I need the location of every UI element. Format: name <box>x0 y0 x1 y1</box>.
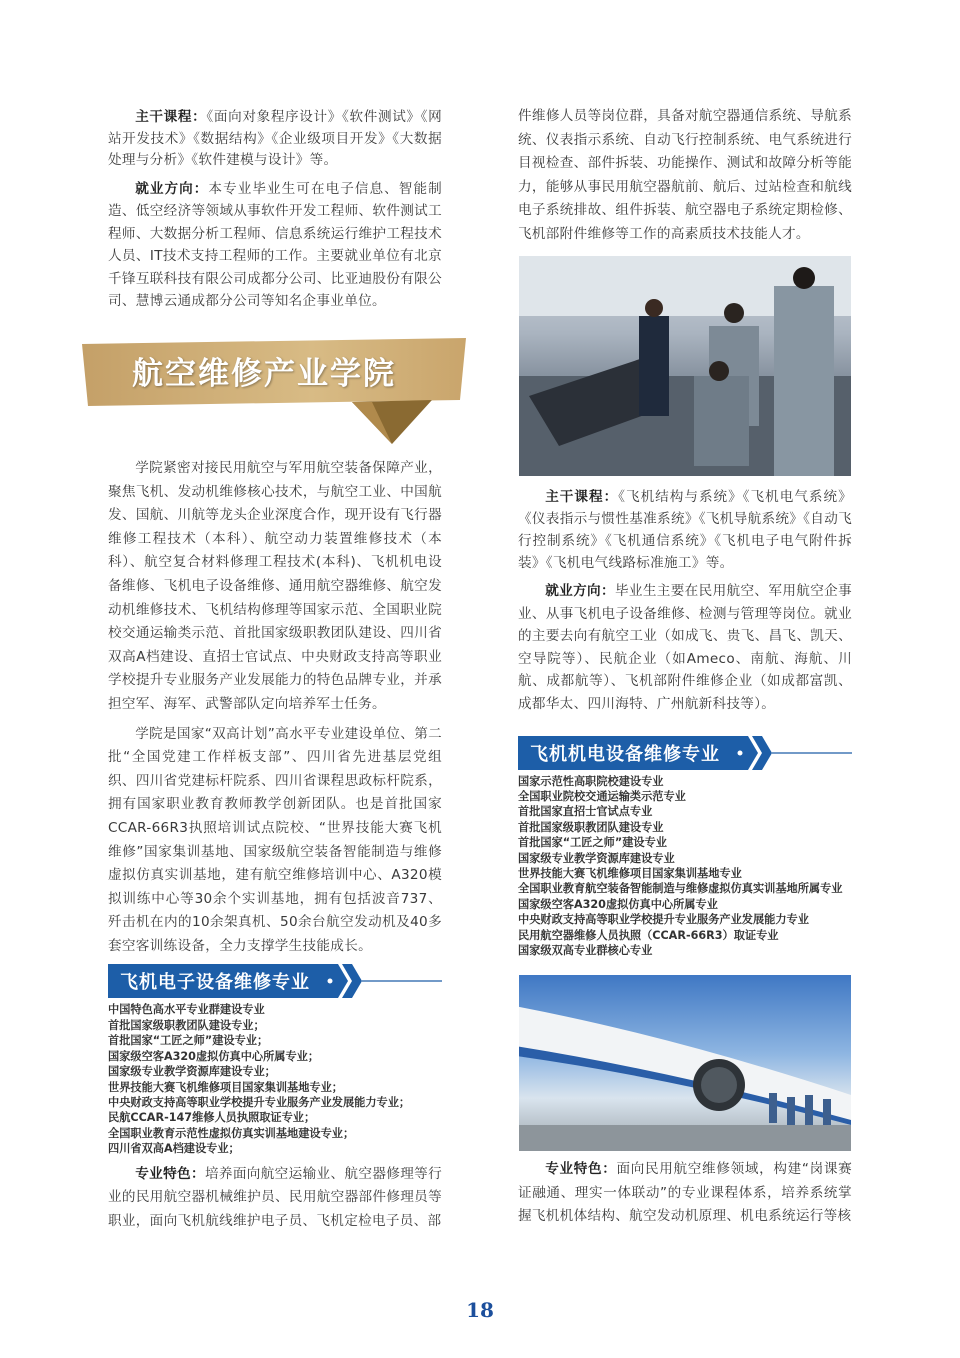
honor-item: 首批国家“工匠之师”建设专业 <box>518 836 667 850</box>
honor-item: 民航CCAR-147维修人员执照取证专业； <box>108 1111 316 1125</box>
college-title: 航空维修产业学院 <box>132 356 396 392</box>
major-title: 飞机电子设备维修专业 <box>120 972 310 994</box>
text: 面向民用航空维修领域，构建“岗课赛证融通、理实一体联动”的专业课程体系，培养系统掌握飞机机体结构、航空发动机原理、机电系统运行等核 <box>518 1161 852 1225</box>
honor-item: 中央财政支持高等职业学校提升专业服务产业发展能力专业； <box>108 1095 411 1109</box>
text: 毕业生主要在民用航空、军用航空企事业、从事飞机电子设备维修、检测与管理等岗位。就业的主要去向有航空工业（如成飞、贵飞、昌飞、凯天、空导院等）、民航企业（如Ameco、南航、海航、川航、成都航等）、飞机部附件维修企业（如成都富凯、成都华太、四川海特、广州航新科技等）。 <box>518 583 852 712</box>
label: 主干课程： <box>135 109 207 125</box>
honor-item: 世界技能大赛飞机维修项目国家集训基地专业； <box>108 1080 343 1094</box>
honor-item: 国家级专业教学资源库建设专业 <box>518 851 675 865</box>
honor-item: 全国职业院校交通运输类示范专业 <box>518 789 686 803</box>
label: 主干课程： <box>545 489 619 505</box>
honor-item: 首批国家“工匠之师”建设专业； <box>108 1034 269 1048</box>
honor-item: 四川省双高A档建设专业； <box>108 1142 240 1156</box>
text: 本专业毕业生可在电子信息、智能制造、低空经济等领域从事软件开发工程师、软件测试工程师、大数据分析工程师、信息系统运行维护工程技术人员、IT技术支持工程师的工作。主要就业单位有北京千锋互联科技有限公司成都分公司、比亚迪股份有限公司、慧博云通成都分公司等知名企事业单位。 <box>108 180 442 310</box>
right-column <box>518 105 852 253</box>
text: 《飞机结构与系统》《飞机电气系统》《仪表指示与惯性基准系统》《飞机导航系统》《自动飞行控制系统》《飞机通信系统》《飞机电子电气附件拆装》《飞机电气线路标准施工》等。 <box>518 489 853 571</box>
major-feature <box>108 1163 442 1234</box>
honor-item: 民用航空器维修人员执照（CCAR-66R3）取证专业 <box>518 928 779 942</box>
courses <box>518 486 852 574</box>
honor-item: 国家级双高专业群核心专业 <box>518 944 653 958</box>
honor-item: 首批国家直招士官试点专业 <box>518 805 653 819</box>
honors-list <box>518 774 852 959</box>
honor-item: 首批国家级职教团队建设专业； <box>108 1018 265 1032</box>
label: 就业方向： <box>545 583 615 599</box>
honor-item: 全国职业教育示范性虚拟仿真实训基地建设专业； <box>108 1126 355 1140</box>
major-banner-mechatronic <box>518 736 852 770</box>
right-column-feature <box>518 1158 852 1235</box>
left-column-body <box>108 457 442 1239</box>
label: 就业方向： <box>135 180 209 197</box>
aircraft-photo <box>519 975 851 1151</box>
feature-continued: 件维修人员等岗位群，具备对航空器通信系统、导航系统、仪表指示系统、自动飞行控制系统、电气系统进行目视检查、部件拆装、功能操作、测试和故障分析等能力，能够从事民用航空器航前、航后、过站检查和航线电子系统排故、组件拆装、航空器电子系统定期检修、飞机部附件维修等工作的高素质技术技能人才。 <box>518 108 852 242</box>
label: 专业特色： <box>135 1165 205 1182</box>
label: 专业特色： <box>545 1161 617 1177</box>
classroom-photo <box>519 256 851 476</box>
software-courses <box>108 107 442 172</box>
honor-item: 全国职业教育航空装备智能制造与维修虚拟仿真实训基地所属专业 <box>518 882 843 896</box>
software-jobs <box>108 178 442 314</box>
major-title: 飞机机电设备维修专业 <box>530 743 720 765</box>
honor-item: 国家示范性高职院校建设专业 <box>518 774 664 788</box>
honor-item: 国家级空客A320虚拟仿真中心所属专业； <box>108 1049 320 1063</box>
left-column <box>108 107 442 319</box>
college-intro-2: 学院是国家“双高计划”高水平专业建设单位、第二批“全国党建工作样板支部”、四川省先进基层党组织、四川省党建标杆院系、四川省课程思政标杆院系，拥有国家职业教育教师教学创新团队。也是首批国家CCAR-66R3执照培训试点院校、“世界技能大赛飞机维修”国家集训基地、国家级航空装备智能制造与维修虚拟仿真实训基地，建有航空维修培训中心、A320模拟训练中心等30余个实训基地，拥有包括波音737、歼击机在内的10余架真机、50余台航空发动机及40多套空客训练设备，全力支撑学生技能成长。 <box>108 725 442 954</box>
honor-item: 世界技能大赛飞机维修项目国家集训基地专业 <box>518 867 742 880</box>
honor-item: 中央财政支持高等职业学校提升专业服务产业发展能力专业 <box>518 913 809 927</box>
major-banner-electronic <box>108 964 442 998</box>
text: 培养面向航空运输业、航空器修理等行业的民用航空器机械维护员、民用航空器部件修理员等职业，面向飞机航线维护电子员、飞机定检电子员、部 <box>108 1165 442 1229</box>
honor-item: 中国特色高水平专业群建设专业 <box>108 1003 265 1017</box>
honor-item: 国家级专业教学资源库建设专业； <box>108 1065 276 1079</box>
page-number: 18 <box>466 1298 494 1322</box>
college-intro-1: 学院紧密对接民用航空与军用航空装备保障产业，聚焦飞机、发动机维修核心技术，与航空工业、中国航发、国航、川航等龙头企业深度合作，现开设有飞行器维修工程技术（本科）、航空动力装置维修技术（本科）、航空复合材料修理工程技术(本科)、飞机机电设备维修、飞机电子设备维修、通用航空器维修、航空发动机维修技术、飞机结构修理等国家示范、全国职业院校交通运输类示范、首批国家级职教团队建设、四川省双高A档建设、直招士官试点、中央财政支持高等职业学校提升专业服务产业发展能力的特色品牌专业，并承担空军、海军、武警部队定向培养军士任务。 <box>108 460 442 712</box>
honors-list <box>108 1002 442 1156</box>
honor-item: 首批国家级职教团队建设专业 <box>518 820 664 834</box>
honor-item: 国家级空客A320虚拟仿真中心所属专业 <box>518 897 718 911</box>
right-column-body <box>518 486 852 964</box>
jobs <box>518 580 852 716</box>
text: 《面向对象程序设计》《软件测试》《网站开发技术》《数据结构》《企业级项目开发》《大数据处理与分析》《软件建模与设计》等。 <box>108 109 443 168</box>
major-feature <box>518 1158 852 1229</box>
